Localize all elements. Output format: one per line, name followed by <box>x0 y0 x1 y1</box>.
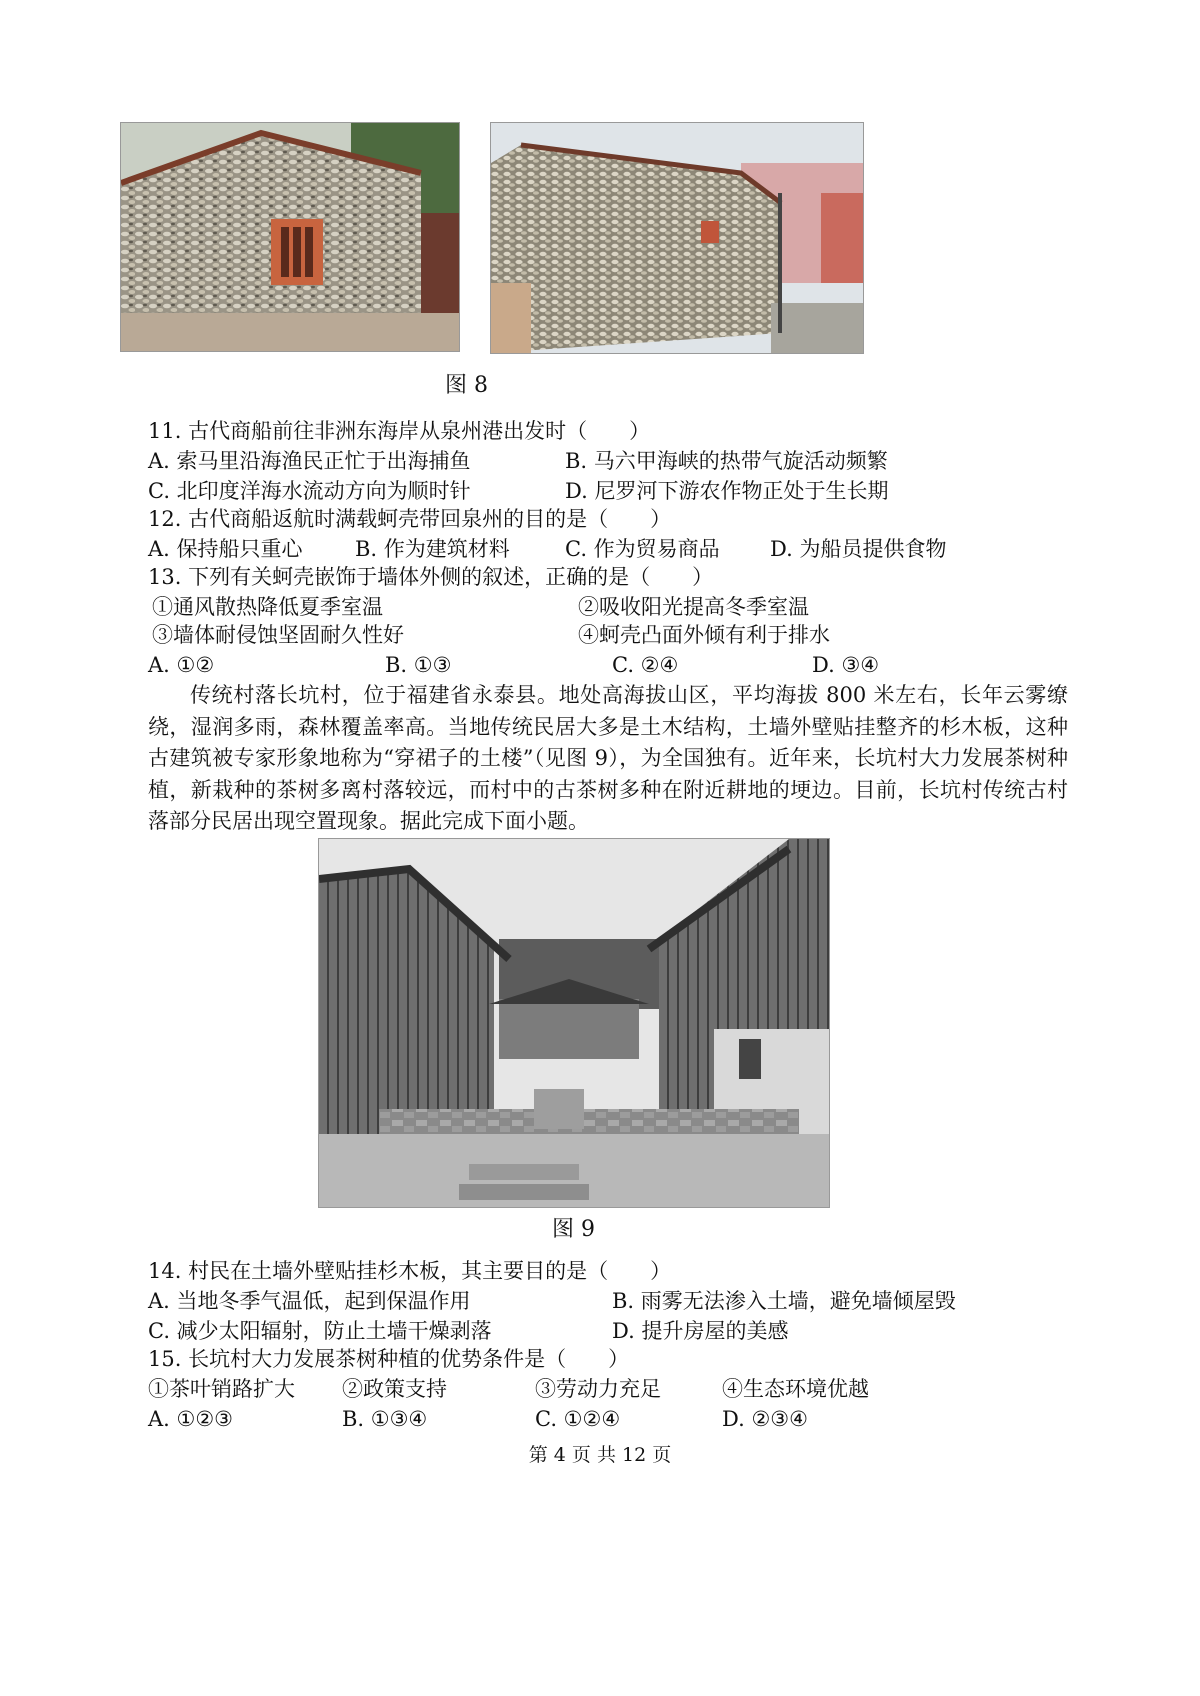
q13-option-d: D. ③④ <box>812 653 880 677</box>
q14-option-c: C. 减少太阳辐射，防止土墙干燥剥落 <box>148 1319 492 1343</box>
q15-option-a: A. ①②③ <box>148 1407 233 1431</box>
figure8-photo-right <box>490 122 864 354</box>
reading-passage: 传统村落长坑村，位于福建省永泰县。地处高海拔山区，平均海拔 800 米左右，长年云雾缭绕，湿润多雨，森林覆盖率高。当地传统民居大多是土木结构，土墙外壁贴挂整齐的杉木板，这种古建筑被专家形象地称为“穿裙子的土楼”（见图 9），为全国独有。近年来，长坑村大力发展茶树种植，新栽种的茶树多离村落较远，而村中的古茶树多种在附近耕地的埂边。目前，长坑村传统古村落部分民居出现空置现象。据此完成下面小题。 <box>148 683 1068 833</box>
q14-option-b: B. 雨雾无法渗入土墙，避免墙倾屋毁 <box>612 1289 956 1313</box>
q14-option-d: D. 提升房屋的美感 <box>612 1319 789 1343</box>
q11-option-c: C. 北印度洋海水流动方向为顺时针 <box>148 479 471 503</box>
q15-item-4: ④生态环境优越 <box>722 1377 869 1401</box>
q13-item-4: ④蚵壳凸面外倾有利于排水 <box>578 623 830 647</box>
question-14-stem: 14. 村民在土墙外壁贴挂杉木板，其主要目的是（ ） <box>148 1259 672 1283</box>
q12-option-b: B. 作为建筑材料 <box>355 537 510 561</box>
question-12-stem: 12. 古代商船返航时满载蚵壳带回泉州的目的是（ ） <box>148 507 672 531</box>
q13-item-1: ①通风散热降低夏季室温 <box>152 595 383 619</box>
figure9-photo <box>318 838 830 1208</box>
q11-option-a: A. 索马里沿海渔民正忙于出海捕鱼 <box>148 449 471 473</box>
q15-item-2: ②政策支持 <box>342 1377 447 1401</box>
figure9-caption: 图 9 <box>552 1217 595 1242</box>
q15-option-b: B. ①③④ <box>342 1407 428 1431</box>
page-footer: 第 4 页 共 12 页 <box>528 1444 672 1466</box>
question-13-stem: 13. 下列有关蚵壳嵌饰于墙体外侧的叙述，正确的是（ ） <box>148 565 714 589</box>
q11-option-d: D. 尼罗河下游农作物正处于生长期 <box>565 479 889 503</box>
q11-option-b: B. 马六甲海峡的热带气旋活动频繁 <box>565 449 888 473</box>
q15-option-d: D. ②③④ <box>722 1407 808 1431</box>
q12-option-d: D. 为船员提供食物 <box>770 537 947 561</box>
q12-option-a: A. 保持船只重心 <box>148 537 303 561</box>
q13-option-c: C. ②④ <box>612 653 679 677</box>
q15-option-c: C. ①②④ <box>535 1407 621 1431</box>
q12-option-c: C. 作为贸易商品 <box>565 537 720 561</box>
q15-item-3: ③劳动力充足 <box>535 1377 661 1401</box>
question-15-stem: 15. 长坑村大力发展茶树种植的优势条件是（ ） <box>148 1347 630 1371</box>
q13-option-b: B. ①③ <box>385 653 452 677</box>
q14-option-a: A. 当地冬季气温低，起到保温作用 <box>148 1289 471 1313</box>
q13-item-2: ②吸收阳光提高冬季室温 <box>578 595 809 619</box>
q13-item-3: ③墙体耐侵蚀坚固耐久性好 <box>152 623 404 647</box>
figure8-caption: 图 8 <box>445 373 488 398</box>
q13-option-a: A. ①② <box>148 653 215 677</box>
q15-item-1: ①茶叶销路扩大 <box>148 1377 295 1401</box>
figure8-photo-left <box>120 122 460 352</box>
question-11-stem: 11. 古代商船前往非洲东海岸从泉州港出发时（ ） <box>148 419 651 443</box>
